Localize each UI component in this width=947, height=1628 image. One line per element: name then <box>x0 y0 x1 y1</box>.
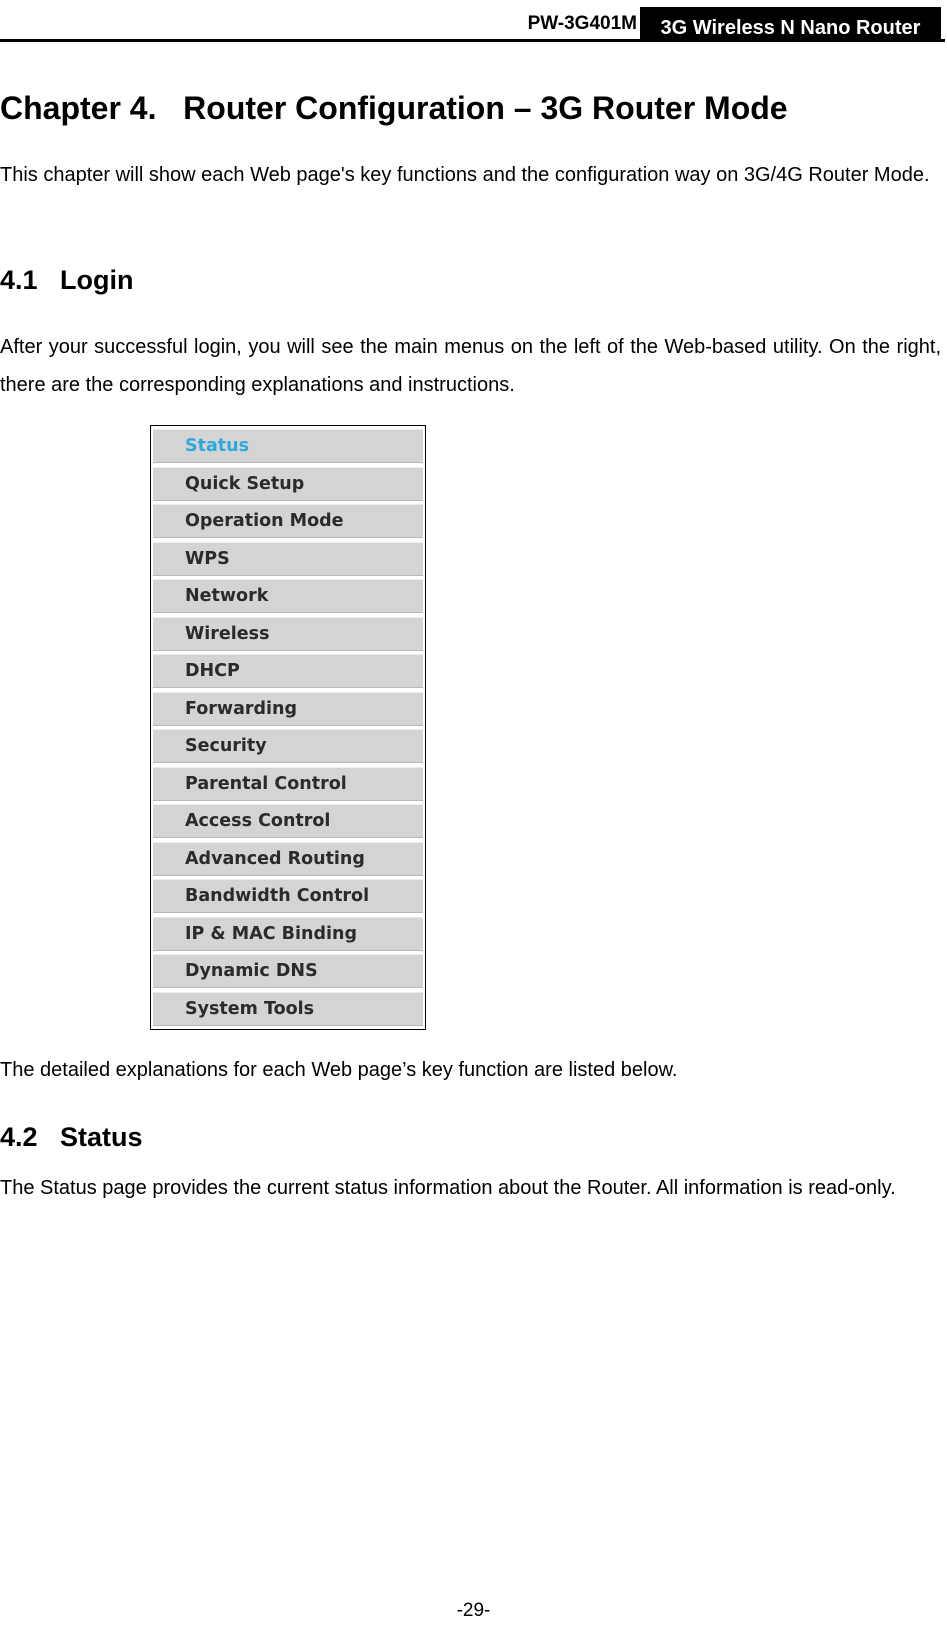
menu-item-operation-mode[interactable]: Operation Mode <box>153 504 423 538</box>
header-divider <box>0 39 945 42</box>
page-header <box>0 0 947 42</box>
page-number: -29- <box>456 1600 491 1621</box>
section-title: Login <box>60 265 134 295</box>
menu-item-network[interactable]: Network <box>153 579 423 613</box>
menu-item-ip-and-mac-binding[interactable]: IP & MAC Binding <box>153 917 423 951</box>
menu-item-system-tools[interactable]: System Tools <box>153 992 423 1026</box>
section-status-body: The Status page provides the current status information about the Router. All information is read-only. <box>0 1177 896 1199</box>
section-number: 4.1 <box>0 265 38 295</box>
menu-item-forwarding[interactable]: Forwarding <box>153 692 423 726</box>
section-heading-status <box>0 1121 143 1153</box>
main-menu-figure <box>150 425 426 1030</box>
section-login-body: After your successful login, you will see the main menus on the left of the Web-based utility. On the right, there are the corresponding explanations and instructions. <box>0 336 941 396</box>
section-number: 4.2 <box>0 1122 38 1152</box>
chapter-intro: This chapter will show each Web page's key functions and the configuration way on 3G/4G Router Mode. <box>0 164 930 186</box>
section-heading-login <box>0 264 133 296</box>
menu-item-advanced-routing[interactable]: Advanced Routing <box>153 842 423 876</box>
menu-item-dynamic-dns[interactable]: Dynamic DNS <box>153 954 423 988</box>
header-product-name: 3G Wireless N Nano Router <box>640 7 941 40</box>
menu-item-wps[interactable]: WPS <box>153 542 423 576</box>
menu-item-quick-setup[interactable]: Quick Setup <box>153 467 423 501</box>
menu-item-security[interactable]: Security <box>153 729 423 763</box>
menu-item-dhcp[interactable]: DHCP <box>153 654 423 688</box>
menu-item-wireless[interactable]: Wireless <box>153 617 423 651</box>
header-model-name: PW-3G401M <box>527 13 637 34</box>
menu-caption: The detailed explanations for each Web page’s key function are listed below. <box>0 1059 678 1081</box>
menu-item-access-control[interactable]: Access Control <box>153 804 423 838</box>
menu-item-status[interactable]: Status <box>153 429 423 463</box>
section-title: Status <box>60 1122 143 1152</box>
menu-item-parental-control[interactable]: Parental Control <box>153 767 423 801</box>
chapter-title: Chapter 4. Router Configuration – 3G Router Mode <box>0 90 788 126</box>
menu-item-bandwidth-control[interactable]: Bandwidth Control <box>153 879 423 913</box>
